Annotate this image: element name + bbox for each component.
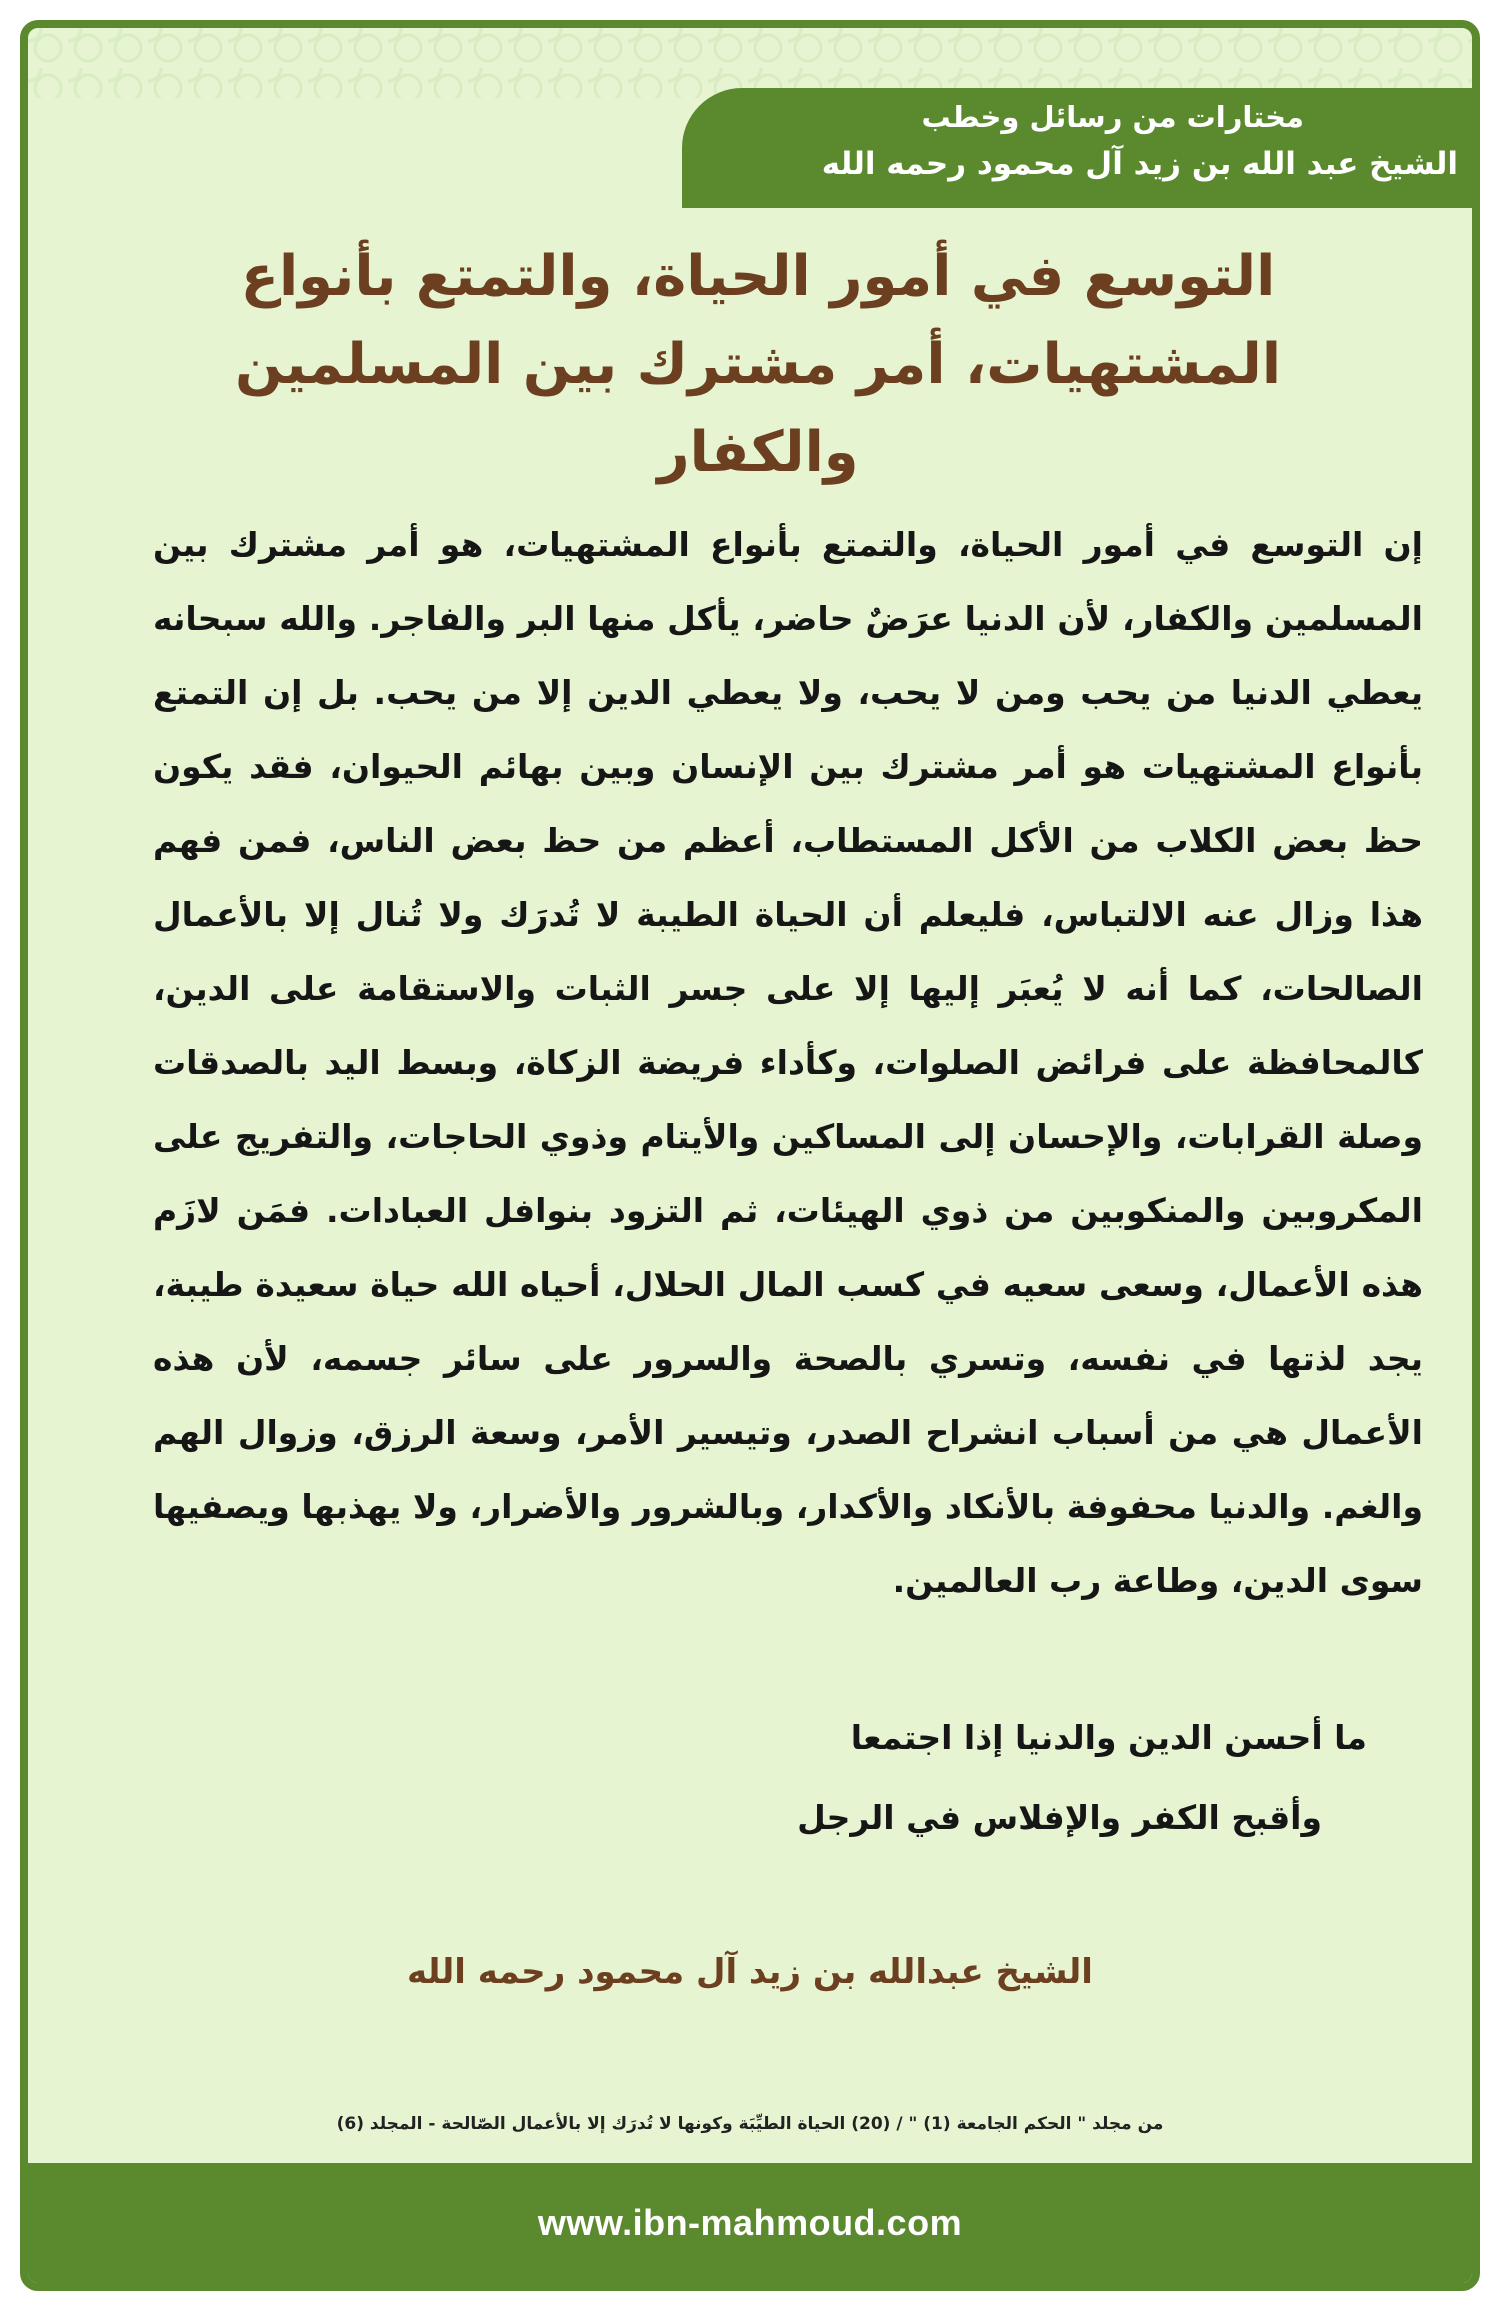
source-citation: من مجلد " الحكم الجامعة (1) " / (20) الحياة الطيِّبَة وكونها لا تُدرَك إلا بالأعمال الصّالحة - المجلد (6): [336, 2114, 1164, 2134]
header-band: [682, 88, 1472, 208]
article-body: إن التوسع في أمور الحياة، والتمتع بأنواع المشتهيات، هو أمر مشترك بين المسلمين والكفار، لأن الدنيا عرَضٌ حاضر، يأكل منها البر والفاجر. والله سبحانه يعطي الدنيا من يحب ومن لا يحب، ولا يعطي الدين إلا من يحب. بل إن التمتع بأنواع المشتهيات هو أمر مشترك بين الإنسان وبين بهائم الحيوان، فقد يكون حظ بعض الكلاب من الأكل المستطاب، أعظم من حظ بعض الناس، فمن فهم هذا وزال عنه الالتباس، فليعلم أن الحياة الطيبة لا تُدرَك ولا تُنال إلا بالأعمال الصالحات، كما أنه لا يُعبَر إليها إلا على جسر الثبات والاستقامة على الدين، كالمحافظة على فرائض الصلوات، وكأداء فريضة الزكاة، وبسط اليد بالصدقات وصلة القرابات، والإحسان إلى المساكين والأيتام وذوي الحاجات، والتفريج على المكروبين والمنكوبين من ذوي الهيئات، ثم التزود بنوافل العبادات. فمَن لازَم هذه الأعمال، وسعى سعيه في كسب المال الحلال، أحياه الله حياة سعيدة طيبة، يجد لذتها في نفسه، وتسري بالصحة والسرور على سائر جسمه، لأن هذه الأعمال هي من أسباب انشراح الصدر، وتيسير الأمر، وسعة الرزق، وزوال الهم والغم. والدنيا محفوفة بالأنكاد والأكدار، وبالشرور والأضرار، ولا يهذبها ويصفيها سوى الدين، وطاعة رب العالمين.: [153, 525, 1423, 1600]
verse-line-2: وأقبح الكفر والإفلاس في الرجل: [797, 1798, 1322, 1837]
page-frame: [20, 20, 1480, 2291]
verse-line-1: ما أحسن الدين والدنيا إذا اجتمعا: [850, 1718, 1367, 1757]
website-link[interactable]: www.ibn-mahmoud.com: [537, 2202, 963, 2243]
signature: الشيخ عبدالله بن زيد آل محمود رحمه الله: [407, 1952, 1093, 1992]
article-title: التوسع في أمور الحياة، والتمتع بأنواع المشتهيات، أمر مشترك بين المسلمين والكفار: [234, 244, 1282, 485]
series-title: مختارات من رسائل وخطب: [921, 100, 1304, 134]
footer-band: [28, 2163, 1472, 2283]
author-name: الشيخ عبد الله بن زيد آل محمود رحمه الله: [821, 146, 1458, 182]
